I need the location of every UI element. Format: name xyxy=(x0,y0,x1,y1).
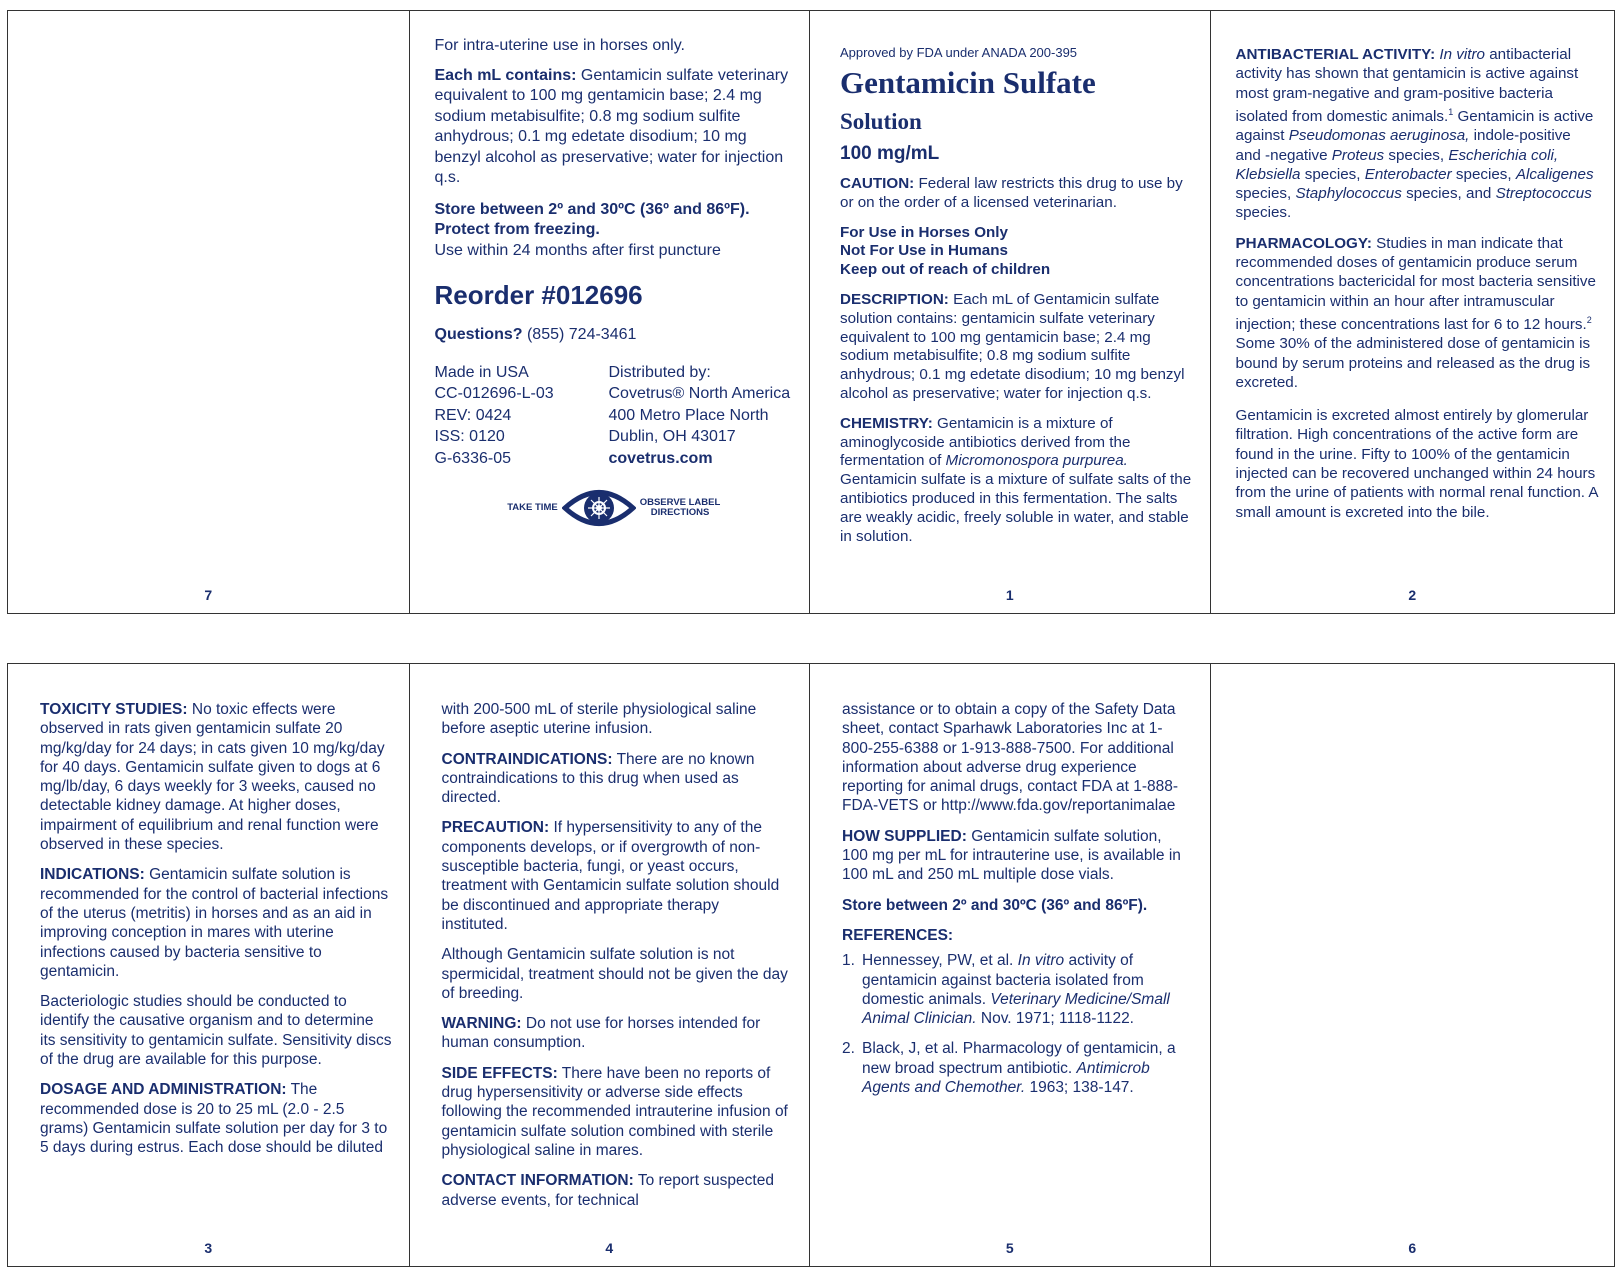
distributor-line: Dublin, OH 43017 xyxy=(608,428,736,445)
excretion-paragraph: Gentamicin is excreted almost entirely by glomerular filtration. High concentrations of the active form are found in the urine. Fifty to 100% of the gentamicin injected can be recovered unchanged within 24 hours from the urine of patients with normal renal function. A small amount is excreted into the bile. xyxy=(1235,407,1598,521)
use-statement: For intra-uterine use in horses only. xyxy=(434,37,685,54)
caution-heading: CAUTION: xyxy=(840,175,915,192)
code-line: Made in USA xyxy=(434,363,529,381)
reference-item xyxy=(842,1039,1190,1097)
top-strip xyxy=(7,10,1615,614)
bacteriology-paragraph: Bacteriologic studies should be conducted to identify the causative organism and to determine its sensitivity to gentamicin sulfate. Sensitivity discs of the drug are available for this purpose. xyxy=(40,993,392,1069)
questions-phone: (855) 724-3461 xyxy=(526,326,637,343)
distributor-line: Distributed by: xyxy=(608,363,711,381)
body-text: Do not use for horses intended for human consumption. xyxy=(441,1015,761,1052)
page-number: 1 xyxy=(1005,587,1014,603)
body-text: species. xyxy=(1235,204,1292,222)
label-panel xyxy=(410,11,811,613)
footnote-ref: 1 xyxy=(1448,106,1454,117)
reference-text xyxy=(862,1039,1190,1097)
manufacture-codes xyxy=(435,362,609,470)
body-text: species, xyxy=(1455,165,1512,183)
product-title: Gentamicin Sulfate xyxy=(840,65,1096,100)
warning-line: Not For Use in Humans xyxy=(840,242,1008,260)
precaution-heading: PRECAUTION: xyxy=(441,819,550,837)
chemistry-text: Gentamicin is a mixture of aminoglycoside antibiotics derived from the fermentation of xyxy=(840,414,1131,470)
page-number: 4 xyxy=(605,1240,614,1256)
reference-number: 1. xyxy=(842,952,855,970)
contents-paragraph xyxy=(435,66,794,189)
dosage-paragraph xyxy=(40,1080,393,1157)
logo-right-line: OBSERVE LABEL xyxy=(639,497,721,508)
body-text: Black, J, et al. Pharmacology of gentamicin, a new broad spectrum antibiotic. xyxy=(862,1040,1176,1077)
body-text: 1963; 138-147. xyxy=(1029,1079,1134,1097)
questions-heading: Questions? xyxy=(434,326,523,343)
product-subtitle: Solution xyxy=(840,109,922,134)
body-text: Gentamicin is active against xyxy=(1235,107,1594,145)
reference-text xyxy=(862,951,1190,1028)
italic-term: Enterobacter xyxy=(1364,165,1452,183)
how-supplied-heading: HOW SUPPLIED: xyxy=(842,827,967,845)
body-text: Gentamicin sulfate solution is recommended for the control of bacterial infections of the uterus (metritis) in horses and as an aid in improving conception in mares with uterine infections caused by bacteria sensitive to gentamicin. xyxy=(40,866,389,980)
journal-title: Veterinary Medicine/Small Animal Clinician. xyxy=(862,990,1170,1028)
description-paragraph xyxy=(840,291,1196,404)
use-within-text: Use within 24 months after first puncture xyxy=(434,241,721,259)
body-text: The recommended dose is 20 to 25 mL (2.0 - 2.5 grams) Gentamicin sulfate solution per day for 3 to 5 days during estrus. Each dose should be diluted xyxy=(40,1081,388,1157)
storage-text: Store between 2º and 30ºC (36º and 86ºF). xyxy=(434,200,750,218)
chemistry-text: Gentamicin sulfate is a mixture of sulfate salts of the antibiotics produced in this fermentation. The salts are weakly acidic, freely soluble in water, and stable in solution. xyxy=(840,471,1192,545)
body-text: Some 30% of the administered dose of gentamicin is bound by serum proteins and released as the drug is excreted. xyxy=(1235,335,1591,391)
dosage-heading: DOSAGE AND ADMINISTRATION: xyxy=(40,1081,287,1099)
pharmacology-paragraph xyxy=(1236,234,1601,392)
italic-term: Pseudomonas aeruginosa, xyxy=(1288,127,1470,145)
use-warnings xyxy=(840,224,1196,280)
panel-4 xyxy=(410,664,811,1266)
code-line: REV: 0424 xyxy=(434,406,512,424)
logo-right-text xyxy=(640,498,721,518)
contraindications-paragraph xyxy=(442,750,790,808)
page-number: 6 xyxy=(1408,1240,1417,1256)
journal-title: Antimicrob Agents and Chemother. xyxy=(862,1059,1150,1097)
side-effects-heading: SIDE EFFECTS: xyxy=(441,1064,558,1082)
panel-7 xyxy=(8,11,410,613)
toxicity-heading: TOXICITY STUDIES: xyxy=(40,701,188,718)
reference-item xyxy=(842,951,1190,1028)
contact-paragraph xyxy=(442,1171,790,1210)
distribution-info xyxy=(435,362,794,470)
warning-line: For Use in Horses Only xyxy=(840,223,1008,241)
footnote-ref: 2 xyxy=(1586,314,1592,325)
reference-number: 2. xyxy=(842,1040,855,1058)
body-text: No toxic effects were observed in rats given gentamicin sulfate 20 mg/kg/day for 24 days; in cats given 10 mg/kg/day for 40 days. Gentamicin sulfate given to dogs at 6 mg/lb/day, 6 days weekly for 3 weeks, caused no detectable kidney damage. At higher doses, impairment of equilibrium and renal function were observed in these species. xyxy=(40,701,385,854)
continued-text: assistance or to obtain a copy of the Safety Data sheet, contact Sparhawk Laboratories Inc at 1-800-255-6388 or 1-913-888-7500. For additional information about adverse drug experience reporting for animal drugs, contact FDA at 1-888-FDA-VETS or http://www.fda.gov/reportanimalae xyxy=(842,701,1178,815)
panel-1 xyxy=(810,11,1211,613)
side-effects-paragraph xyxy=(442,1064,790,1160)
contact-heading: CONTACT INFORMATION: xyxy=(441,1172,634,1190)
warning-line: Keep out of reach of children xyxy=(840,261,1051,279)
spermicidal-paragraph: Although Gentamicin sulfate solution is not spermicidal, treatment should not be given the day of breeding. xyxy=(441,946,788,1002)
caution-text: Federal law restricts this drug to use by or on the order of a licensed veterinarian. xyxy=(840,175,1183,211)
body-text: antibacterial activity has shown that gentamicin is active against most gram-negative and gram-positive bacteria isolated from domestic animals. xyxy=(1235,46,1579,125)
distributor-line: Covetrus® North America xyxy=(608,385,791,402)
pharmacology-heading: PHARMACOLOGY: xyxy=(1235,234,1372,252)
take-time-logo xyxy=(435,483,794,533)
antibacterial-paragraph xyxy=(1236,45,1601,223)
contraindications-heading: CONTRAINDICATIONS: xyxy=(441,750,613,768)
body-text: There have been no reports of drug hypersensitivity or adverse side effects following the recommended intrauterine infusion of gentamicin sulfate solution combined with sterile physiological saline in mares. xyxy=(441,1064,788,1159)
body-text: species, xyxy=(1235,185,1292,203)
code-line: ISS: 0120 xyxy=(434,428,505,445)
concentration: 100 mg/mL xyxy=(840,143,940,164)
page-number: 5 xyxy=(1005,1240,1014,1256)
contents-heading: Each mL contains: xyxy=(434,66,577,84)
body-text: Studies in man indicate that recommended doses of gentamicin produce serum concentrations bactericidal for most bacteria sensitive to gentamicin within an hour after intramuscular injection; these concentrations last for 6 to 12 hours. xyxy=(1235,234,1596,333)
body-text: Hennessey, PW, et al. xyxy=(862,952,1014,970)
panel-2 xyxy=(1211,11,1615,613)
panel-5 xyxy=(810,664,1211,1266)
warning-paragraph xyxy=(442,1014,790,1053)
italic-term: Escherichia coli, Klebsiella xyxy=(1235,146,1559,183)
body-text: species, xyxy=(1304,165,1361,183)
bottom-strip xyxy=(7,663,1615,1267)
continued-text: with 200-500 mL of sterile physiological saline before aseptic uterine infusion. xyxy=(441,701,757,738)
italic-term: Proteus xyxy=(1331,146,1385,164)
reorder-number: Reorder #012696 xyxy=(434,280,643,310)
chemistry-paragraph xyxy=(840,415,1196,547)
distributor-line: 400 Metro Place North xyxy=(608,406,769,424)
website-link[interactable]: covetrus.com xyxy=(608,449,713,467)
body-text: species, xyxy=(1388,146,1445,164)
distributor xyxy=(609,362,794,470)
eye-icon xyxy=(562,483,636,533)
page-number: 7 xyxy=(204,587,213,603)
page-number: 2 xyxy=(1408,587,1417,603)
panel-3 xyxy=(8,664,410,1266)
logo-left-text: TAKE TIME xyxy=(507,501,558,513)
italic-term: Alcaligenes xyxy=(1515,165,1594,183)
body-text: If hypersensitivity to any of the components develops, or if overgrowth of non-susceptible bacteria, fungi, or yeast occurs, treatment with Gentamicin sulfate solution should be discontinued and appropriate therapy instituted. xyxy=(441,819,780,933)
questions-line xyxy=(435,325,794,346)
body-text: indole-positive and -negative xyxy=(1235,127,1571,164)
chemistry-heading: CHEMISTRY: xyxy=(840,414,933,432)
page-number: 3 xyxy=(204,1240,213,1256)
how-supplied-paragraph xyxy=(842,827,1190,885)
panel-6 xyxy=(1211,664,1615,1266)
body-text: Gentamicin sulfate solution, 100 mg per mL for intrauterine use, is available in 100 mL and 250 mL multiple dose vials. xyxy=(842,827,1181,884)
logo-right-line: DIRECTIONS xyxy=(650,507,710,518)
antibacterial-heading: ANTIBACTERIAL ACTIVITY: xyxy=(1235,46,1436,63)
body-text: To report suspected adverse events, for technical xyxy=(441,1172,774,1209)
description-heading: DESCRIPTION: xyxy=(840,290,949,308)
protect-text: Protect from freezing. xyxy=(434,221,600,238)
body-text: Nov. 1971; 1118-1122. xyxy=(980,1010,1134,1028)
caution-paragraph xyxy=(840,175,1196,213)
indications-paragraph xyxy=(40,865,393,981)
indications-heading: INDICATIONS: xyxy=(40,866,145,884)
description-text: Each mL of Gentamicin sulfate solution contains: gentamicin sulfate veterinary equivalent to 100 mg gentamicin base; 2.4 mg sodium metabisulfite; 0.8 mg sodium sulfite anhydrous; 0.1 mg edetate disodium; 10 mg benzyl alcohol as preservative; water for injection q.s. xyxy=(840,290,1185,402)
italic-term: Streptococcus xyxy=(1495,185,1592,203)
body-text: species, and xyxy=(1406,185,1492,203)
code-line: G-6336-05 xyxy=(434,449,511,467)
contents-text: Gentamicin sulfate veterinary equivalent to 100 mg gentamicin base; 2.4 mg sodium metabisulfite; 0.8 mg sodium sulfite anhydrous; 0.1 mg edetate disodium; 10 mg benzyl alcohol as preservative; water for injection q.s. xyxy=(434,66,789,186)
storage-text: Store between 2º and 30ºC (36º and 86ºF). xyxy=(842,896,1148,914)
code-line: CC-012696-L-03 xyxy=(434,385,554,402)
body-text: There are no known contraindications to this drug when used as directed. xyxy=(441,750,755,807)
body-text: activity of gentamicin against bacteria isolated from domestic animals. xyxy=(862,952,1144,1008)
italic-term: In vitro xyxy=(1439,46,1485,63)
toxicity-paragraph xyxy=(40,700,393,854)
warning-heading: WARNING: xyxy=(441,1015,522,1033)
precaution-paragraph xyxy=(442,818,790,934)
fda-approval: Approved by FDA under ANADA 200-395 xyxy=(840,45,1078,60)
chemistry-organism: Micromonospora purpurea. xyxy=(945,452,1128,470)
references-heading: REFERENCES: xyxy=(842,926,954,944)
italic-term: In vitro xyxy=(1017,952,1065,970)
italic-term: Staphylococcus xyxy=(1295,185,1402,203)
